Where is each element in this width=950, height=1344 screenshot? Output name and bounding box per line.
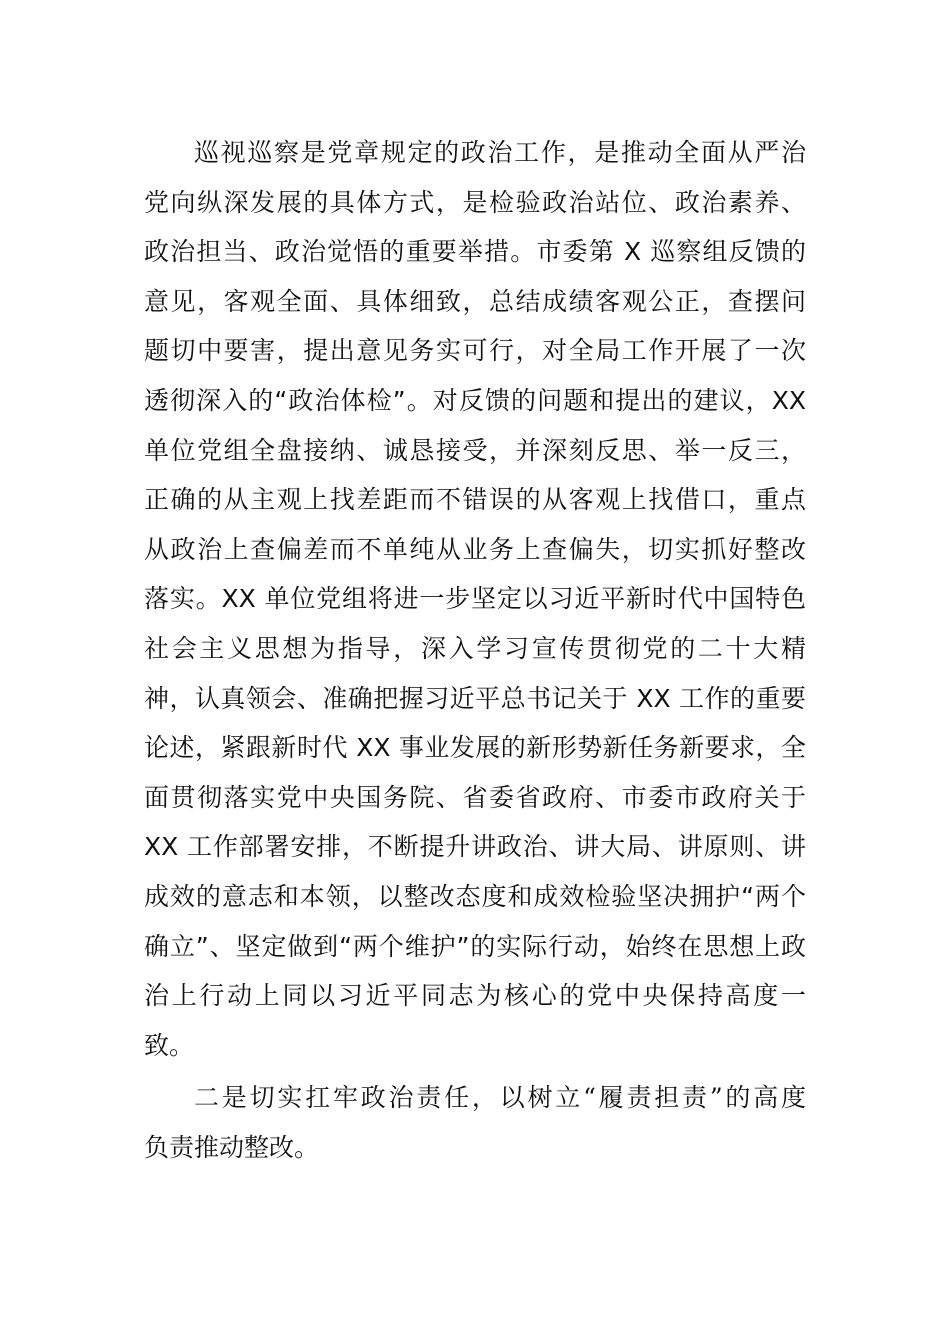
paragraph-line: 正确的从主观上找差距而不错误的从客观上找借口，重点 bbox=[144, 485, 806, 515]
paragraph-line: 党向纵深发展的具体方式，是检验政治站位、政治素养、 bbox=[144, 187, 806, 217]
paragraph-line: 治上行动上同以习近平同志为核心的党中央保持高度一 bbox=[144, 981, 806, 1011]
paragraph-line: 神，认真领会、准确把握习近平总书记关于 XX 工作的重要 bbox=[144, 683, 806, 713]
body-paragraph-2 bbox=[144, 1073, 806, 1172]
paragraph-line: 单位党组全盘接纳、诚恳接受，并深刻反思、举一反三， bbox=[144, 435, 806, 465]
paragraph-line: 致。 bbox=[144, 1030, 195, 1060]
paragraph-line: 确立”、坚定做到“两个维护”的实际行动，始终在思想上政 bbox=[144, 931, 806, 961]
paragraph-line: 负责推动整改。 bbox=[144, 1132, 320, 1162]
paragraph-line: 二是切实扛牢政治责任，以树立“履责担责”的高度 bbox=[194, 1083, 806, 1112]
paragraph-line: 论述，紧跟新时代 XX 事业发展的新形势新任务新要求，全 bbox=[144, 733, 806, 763]
paragraph-line: 从政治上查偏差而不单纯从业务上查偏失，切实抓好整改 bbox=[144, 534, 806, 564]
paragraph-line: 落实。XX 单位党组将进一步坚定以习近平新时代中国特色 bbox=[144, 584, 806, 614]
paragraph-line: 成效的意志和本领，以整改态度和成效检验坚决拥护“两个 bbox=[144, 881, 806, 911]
body-paragraph-1 bbox=[144, 128, 806, 1070]
paragraph-line: XX 工作部署安排，不断提升讲政治、讲大局、讲原则、讲 bbox=[144, 832, 806, 862]
paragraph-line: 题切中要害，提出意见务实可行，对全局工作开展了一次 bbox=[144, 336, 806, 366]
paragraph-line: 透彻深入的“政治体检”。对反馈的问题和提出的建议，XX bbox=[144, 385, 806, 415]
paragraph-line: 意见，客观全面、具体细致，总结成绩客观公正，查摆问 bbox=[144, 286, 806, 316]
paragraph-line: 政治担当、政治觉悟的重要举措。市委第 X 巡察组反馈的 bbox=[144, 237, 806, 267]
paragraph-line: 面贯彻落实党中央国务院、省委省政府、市委市政府关于 bbox=[144, 782, 806, 812]
paragraph-line: 社会主义思想为指导，深入学习宣传贯彻党的二十大精 bbox=[144, 633, 806, 663]
paragraph-line: 巡视巡察是党章规定的政治工作，是推动全面从严治 bbox=[194, 138, 806, 167]
